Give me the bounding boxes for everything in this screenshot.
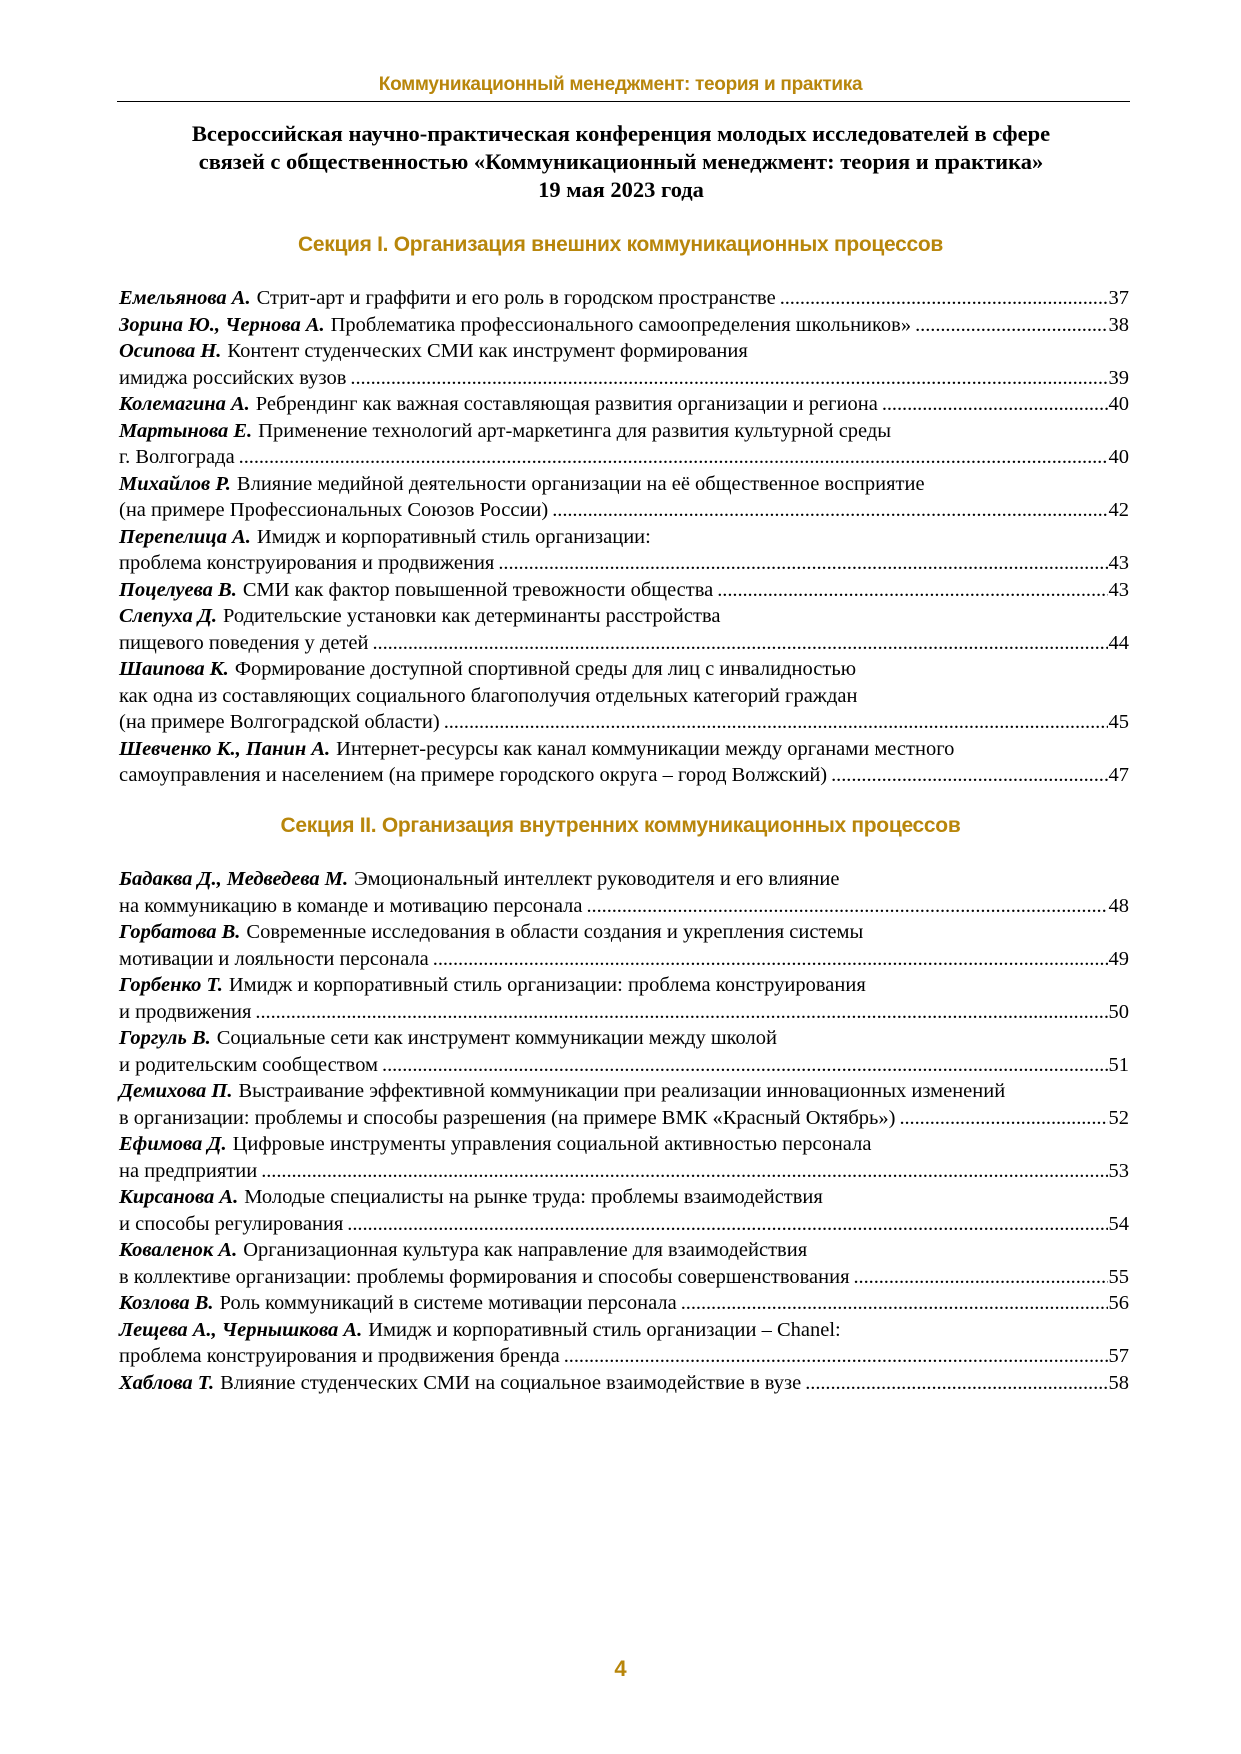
toc-entry-line [119,1290,1129,1317]
dot-leader [831,762,1107,789]
toc-entry-title: Организационная культура как направление для взаимодействия [243,1239,808,1261]
toc-entry-page: 45 [1108,711,1129,733]
toc-entry-title: Имидж и корпоративный стиль организации – Chanel: [368,1318,841,1341]
toc-entry-page: 58 [1108,1371,1129,1394]
toc-entry-title: проблема конструирования и продвижения [119,552,495,574]
section-2-toc [119,866,1129,1396]
toc-entry-page: 47 [1108,764,1129,786]
toc-entry-page: 44 [1108,631,1129,654]
section-1-title: Секция I. Организация внешних коммуникационных процессов [297,233,944,256]
toc-entry-page: 53 [1108,1159,1129,1182]
toc-entry-line [119,919,1129,946]
toc-entry-author: Слепуха Д. [119,605,218,627]
toc-entry-title: как одна из составляющих социального благополучия отдельных категорий граждан [119,684,858,707]
toc-entry-title: Молодые специалисты на рынке труда: проблемы взаимодействия [244,1186,823,1208]
toc-entry-page: 42 [1108,499,1129,521]
toc-entry-page: 50 [1108,1000,1129,1023]
toc-entry-title: Контент студенческих СМИ как инструмент формирования [227,340,748,362]
dot-leader [915,312,1107,339]
toc-entry-title: Имидж и корпоративный стиль организации: [256,525,651,548]
dot-leader [444,709,1108,736]
dot-leader [564,1343,1108,1370]
toc-entry-line [119,683,1129,710]
toc-entry-author: Козлова В. [119,1292,214,1314]
toc-entry[interactable] [119,1025,1129,1078]
toc-entry-title: (на примере Профессиональных Союзов России) [119,499,549,521]
toc-entry-title: Интернет-ресурсы как канал коммуникации между органами местного [336,737,955,760]
toc-entry-title: Цифровые инструменты управления социальной активностью персонала [232,1133,872,1155]
toc-entry[interactable] [119,418,1129,471]
toc-entry-line [119,946,1129,973]
toc-entry-author: Шаипова К. [119,658,229,680]
dot-leader [255,999,1107,1026]
toc-entry-title: Применение технологий арт-маркетинга для развития культурной среды [258,419,892,442]
toc-entry-title: Стрит-арт и граффити и его роль в городском пространстве [256,287,776,309]
toc-entry-title: Формирование доступной спортивной среды для лиц с инвалидностью [234,658,857,680]
toc-entry-line [119,1078,1129,1105]
toc-entry[interactable] [119,524,1129,577]
toc-entry[interactable] [119,577,1129,604]
toc-entry-title: и продвижения [119,1000,252,1023]
toc-entry-line [119,1317,1129,1344]
toc-entry-title: Проблематика профессионального самоопределения школьников» [330,313,912,336]
toc-entry-author: Лещева А., Чернышкова А. [119,1318,363,1341]
toc-entry-author: Бадаква Д., Медведева М. [119,868,349,890]
toc-entry[interactable] [119,972,1129,1025]
dot-leader [552,497,1107,524]
toc-entry-author: Шевченко К., Панин А. [119,737,331,760]
toc-entry-title: Ребрендинг как важная составляющая развития организации и региона [255,393,878,415]
toc-entry-line [119,365,1129,392]
dot-leader [854,1264,1108,1291]
conference-title [120,120,1122,204]
dot-leader [882,391,1108,418]
toc-entry-line [119,577,1129,604]
toc-entry-title: Современные исследования в области создания и укрепления системы [246,921,864,943]
toc-entry-line [119,524,1129,551]
toc-entry-line [119,1158,1129,1185]
toc-entry[interactable] [119,656,1129,736]
dot-leader [239,444,1108,471]
toc-entry-title: Родительские установки как детерминанты расстройства [223,605,721,627]
dot-leader [382,1052,1107,1079]
toc-entry-page: 38 [1108,313,1129,336]
toc-entry-title: проблема конструирования и продвижения бренда [119,1345,560,1367]
toc-entry-author: Осипова Н. [119,340,222,362]
toc-entry[interactable] [119,1370,1129,1397]
toc-entry-line [119,550,1129,577]
toc-entry-title: Эмоциональный интеллект руководителя и его влияние [354,868,840,890]
toc-entry-title: в коллективе организации: проблемы формирования и способы совершенствования [119,1265,850,1288]
dot-leader [587,893,1108,920]
toc-entry-title: Социальные сети как инструмент коммуникации между школой [216,1027,777,1049]
dot-leader [780,285,1108,312]
dot-leader [433,946,1108,973]
dot-leader [899,1105,1107,1132]
toc-entry-page: 54 [1108,1212,1129,1235]
toc-entry-title: в организации: проблемы и способы разрешения (на примере ВМК «Красный Октябрь») [119,1106,896,1129]
toc-entry-line [119,893,1129,920]
toc-entry-line [119,471,1129,498]
toc-entry-line [119,1052,1129,1079]
toc-entry-line [119,1211,1129,1238]
toc-entry-page: 51 [1108,1053,1129,1076]
toc-entry-author: Ефимова Д. [119,1133,227,1155]
toc-entry-line [119,338,1129,365]
toc-entry-line [119,603,1129,630]
section-1-toc [119,285,1129,789]
toc-entry-line [119,1370,1129,1397]
toc-entry-title: Влияние студенческих СМИ на социальное взаимодействие в вузе [220,1371,802,1394]
toc-entry-title: г. Волгограда [119,446,235,468]
toc-entry-line [119,1264,1129,1291]
toc-entry-title: Выстраивание эффективной коммуникации при реализации инновационных изменений [238,1080,1006,1102]
toc-entry-author: Зорина Ю., Чернова А. [119,313,325,336]
toc-entry-title: на коммуникацию в команде и мотивацию персонала [119,894,583,917]
conference-date: 19 мая 2023 года [538,177,704,202]
dot-leader [717,577,1107,604]
dot-leader [350,365,1107,392]
toc-entry-author: Горгуль В. [119,1027,211,1049]
toc-entry-line [119,1131,1129,1158]
toc-entry-line [119,999,1129,1026]
toc-entry-page: 48 [1108,894,1129,917]
toc-entry-title: Имидж и корпоративный стиль организации: проблема конструирования [228,974,866,996]
section-2-title: Секция II. Организация внутренних коммуникационных процессов [280,814,961,837]
toc-entry-author: Емельянова А. [119,287,251,309]
toc-entry-page: 40 [1108,393,1129,415]
toc-entry-title: имиджа российских вузов [119,366,347,389]
toc-entry-line [119,497,1129,524]
toc-entry-title: Влияние медийной деятельности организации на её общественное восприятие [236,472,925,495]
toc-entry-line [119,1343,1129,1370]
toc-entry-title: Роль коммуникаций в системе мотивации персонала [219,1292,677,1314]
dot-leader [347,1211,1107,1238]
toc-entry-line [119,285,1129,312]
toc-entry-page: 57 [1108,1345,1129,1367]
toc-entry-line [119,391,1129,418]
toc-entry-title: самоуправления и населением (на примере городского округа – город Волжский) [119,764,828,786]
toc-entry-title: (на примере Волгоградской области) [119,711,440,733]
running-head: Коммуникационный менеджмент: теория и практика [378,74,863,95]
toc-entry-page: 37 [1108,287,1129,309]
toc-entry[interactable] [119,1131,1129,1184]
toc-entry[interactable] [119,285,1129,312]
toc-entry[interactable] [119,1184,1129,1237]
toc-entry-author: Горбатова В. [119,921,241,943]
dot-leader [805,1370,1107,1397]
dot-leader [372,630,1107,657]
toc-entry-author: Перепелица А. [119,525,251,548]
toc-entry-line [119,1237,1129,1264]
toc-entry-line [119,656,1129,683]
toc-entry-author: Кирсанова А. [119,1186,239,1208]
toc-entry-line [119,312,1129,339]
toc-entry-author: Мартынова Е. [119,419,253,442]
toc-entry[interactable] [119,338,1129,391]
dot-leader [681,1290,1108,1317]
toc-entry-author: Горбенко Т. [119,974,223,996]
toc-entry-line [119,762,1129,789]
toc-entry-page: 43 [1108,578,1129,601]
toc-entry-line [119,709,1129,736]
toc-entry[interactable] [119,919,1129,972]
toc-entry-author: Поцелуева В. [119,578,237,601]
dot-leader [261,1158,1107,1185]
toc-entry-title: мотивации и лояльности персонала [119,947,429,970]
toc-entry-author: Коваленок А. [119,1239,238,1261]
toc-entry-line [119,444,1129,471]
toc-entry[interactable] [119,1290,1129,1317]
toc-entry-page: 55 [1108,1265,1129,1288]
toc-entry-line [119,866,1129,893]
toc-entry-page: 56 [1108,1292,1129,1314]
toc-entry-page: 43 [1108,552,1129,574]
toc-entry-line [119,1105,1129,1132]
toc-entry-author: Хаблова Т. [119,1371,215,1394]
toc-entry[interactable] [119,471,1129,524]
toc-entry-title: СМИ как фактор повышенной тревожности общества [242,578,714,601]
conference-title-line1: Всероссийская научно-практическая конференция молодых исследователей в сфере [191,121,1051,146]
toc-entry-line [119,1025,1129,1052]
toc-entry-line [119,736,1129,763]
toc-entry-line [119,1184,1129,1211]
toc-entry-title: пищевого поведения у детей [119,631,369,654]
toc-entry-title: на предприятии [119,1159,258,1182]
toc-entry-author: Михайлов Р. [119,472,231,495]
header-rule [117,101,1130,102]
toc-entry-title: и родительским сообществом [119,1053,379,1076]
dot-leader [498,550,1107,577]
toc-entry-page: 49 [1108,947,1129,970]
toc-entry-author: Демихова П. [119,1080,233,1102]
toc-entry-page: 40 [1108,446,1129,468]
toc-entry-line [119,630,1129,657]
toc-entry[interactable] [119,866,1129,919]
page-number: 4 [614,1656,627,1681]
toc-entry-line [119,418,1129,445]
toc-entry-author: Колемагина А. [119,393,250,415]
toc-entry[interactable] [119,1237,1129,1290]
conference-title-line2: связей с общественностью «Коммуникационный менеджмент: теория и практика» [198,149,1044,174]
toc-entry[interactable] [119,736,1129,789]
toc-entry[interactable] [119,603,1129,656]
toc-entry-title: и способы регулирования [119,1212,344,1235]
toc-entry-line [119,972,1129,999]
toc-entry[interactable] [119,391,1129,418]
toc-entry[interactable] [119,312,1129,339]
toc-entry[interactable] [119,1317,1129,1370]
toc-entry-page: 39 [1108,366,1129,389]
toc-entry[interactable] [119,1078,1129,1131]
toc-entry-page: 52 [1108,1106,1129,1129]
